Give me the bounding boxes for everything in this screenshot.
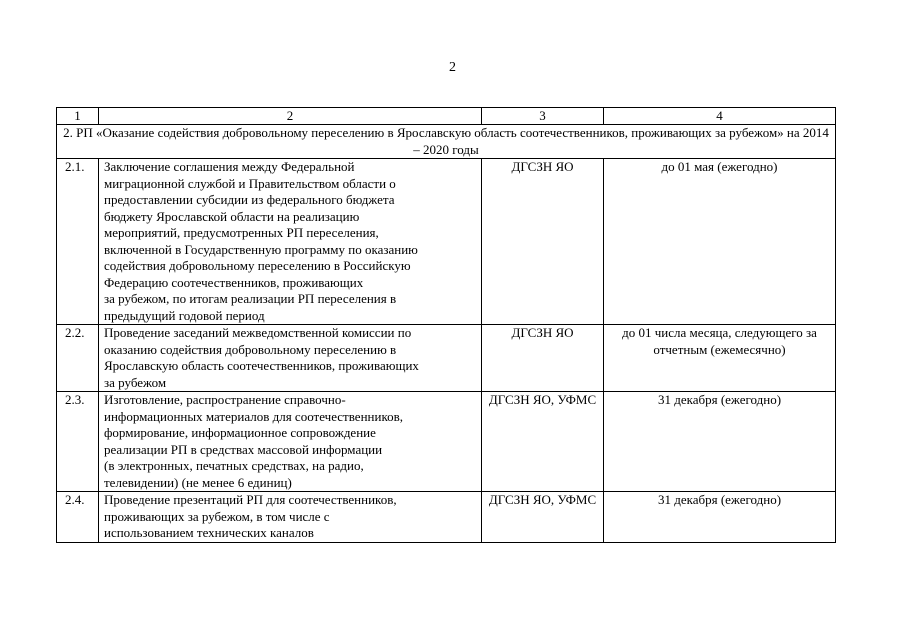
responsible-executor: ДГСЗН ЯО, УФМС bbox=[482, 392, 604, 492]
column-number: 2 bbox=[99, 108, 482, 125]
measure-description: Проведение заседаний межведомственной комиссии по оказанию содействия добровольному переселению в Ярославскую область соотечественников, проживающих за рубежом bbox=[99, 325, 482, 392]
item-number: 2.2. bbox=[57, 325, 99, 392]
deadline: до 01 мая (ежегодно) bbox=[604, 159, 836, 325]
section-row bbox=[57, 125, 836, 159]
responsible-executor: ДГСЗН ЯО bbox=[482, 159, 604, 325]
item-number: 2.4. bbox=[57, 492, 99, 543]
column-number-row bbox=[57, 108, 836, 125]
measure-description: Проведение презентаций РП для соотечественников, проживающих за рубежом, в том числе с использованием технических каналов bbox=[99, 492, 482, 543]
responsible-executor: ДГСЗН ЯО, УФМС bbox=[482, 492, 604, 543]
table-row bbox=[57, 159, 836, 325]
section-title: 2. РП «Оказание содействия добровольному переселению в Ярославскую область соотечественников, проживающих за рубежом» на 2014 – 2020 годы bbox=[57, 125, 836, 159]
deadline: 31 декабря (ежегодно) bbox=[604, 392, 836, 492]
column-number: 3 bbox=[482, 108, 604, 125]
table-row bbox=[57, 325, 836, 392]
column-number: 4 bbox=[604, 108, 836, 125]
measures-table bbox=[56, 107, 836, 543]
column-number: 1 bbox=[57, 108, 99, 125]
table-row bbox=[57, 492, 836, 543]
deadline: до 01 числа месяца, следующего за отчетным (ежемесячно) bbox=[604, 325, 836, 392]
item-number: 2.3. bbox=[57, 392, 99, 492]
deadline: 31 декабря (ежегодно) bbox=[604, 492, 836, 543]
measure-description: Изготовление, распространение справочно- информационных материалов для соотечественников, формирование, информационное сопровождение реализации РП в средствах массовой информации (в электронных, печатных средствах, на радио, телевидении) (не менее 6 единиц) bbox=[99, 392, 482, 492]
page-number: 2 bbox=[449, 60, 456, 75]
table-row bbox=[57, 392, 836, 492]
measure-description: Заключение соглашения между Федеральной миграционной службой и Правительством области о предоставлении субсидии из федерального бюджета бюджету Ярославской области на реализацию мероприятий, предусмотренных РП переселения, включенной в Государственную программу по оказанию содействия добровольному переселению в Российскую Федерацию соотечественников, проживающих за рубежом, по итогам реализации РП переселения в предыдущий годовой период bbox=[99, 159, 482, 325]
responsible-executor: ДГСЗН ЯО bbox=[482, 325, 604, 392]
item-number: 2.1. bbox=[57, 159, 99, 325]
